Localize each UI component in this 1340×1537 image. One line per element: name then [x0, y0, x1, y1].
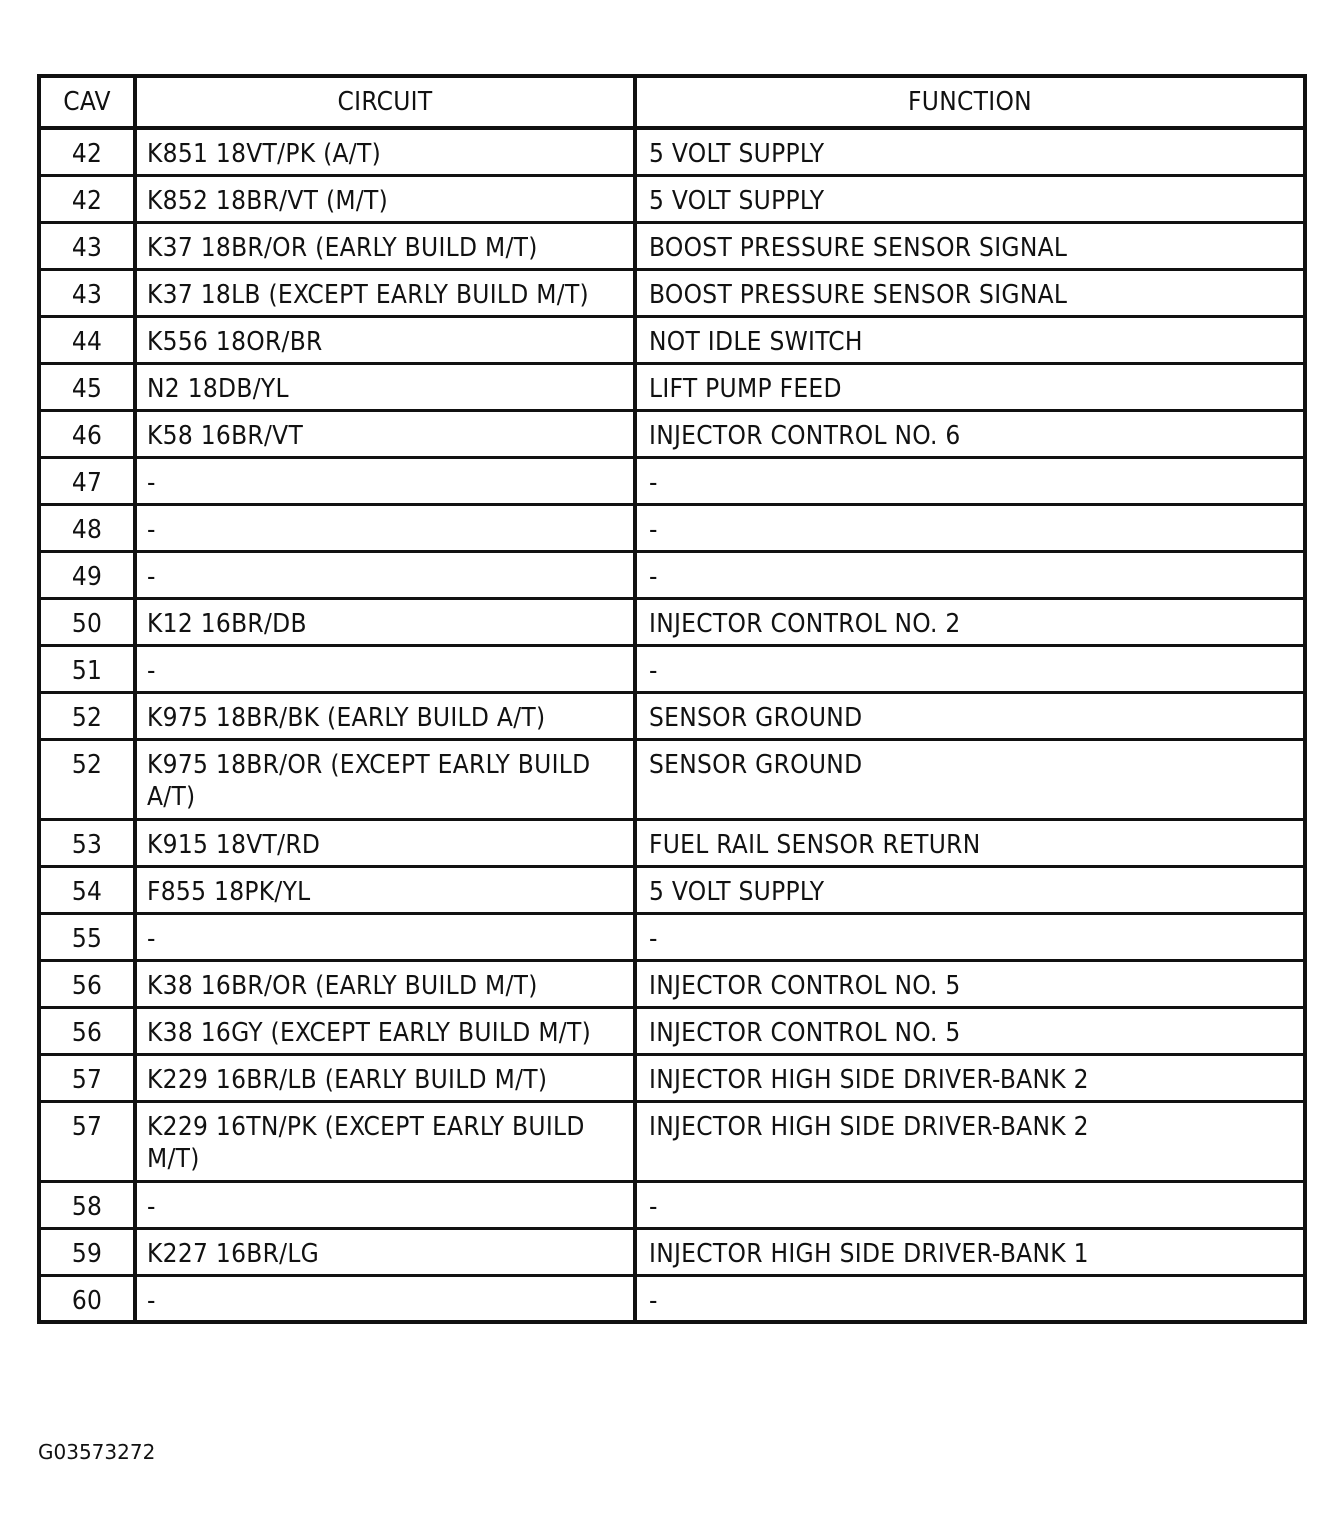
table-row: [39, 551, 1305, 598]
table-row: [39, 960, 1305, 1007]
cav-cell: 56: [39, 1007, 135, 1054]
table-row: [39, 866, 1305, 913]
cav-cell: 45: [39, 363, 135, 410]
cav-cell: 56: [39, 960, 135, 1007]
function-cell: -: [635, 1181, 1305, 1228]
function-cell: INJECTOR CONTROL NO. 5: [635, 960, 1305, 1007]
function-cell: 5 VOLT SUPPLY: [635, 175, 1305, 222]
cav-cell: 42: [39, 128, 135, 175]
function-cell: INJECTOR CONTROL NO. 5: [635, 1007, 1305, 1054]
table-row: [39, 1275, 1305, 1322]
function-cell: FUEL RAIL SENSOR RETURN: [635, 819, 1305, 866]
circuit-cell: K975 18BR/OR (EXCEPT EARLY BUILD A/T): [135, 739, 635, 819]
table-row: [39, 457, 1305, 504]
column-header-function: FUNCTION: [635, 76, 1305, 128]
column-header-cav: CAV: [39, 76, 135, 128]
cav-cell: 55: [39, 913, 135, 960]
function-cell: -: [635, 457, 1305, 504]
cav-cell: 43: [39, 269, 135, 316]
function-cell: -: [635, 551, 1305, 598]
circuit-cell: -: [135, 1275, 635, 1322]
table-row: [39, 1228, 1305, 1275]
cav-cell: 46: [39, 410, 135, 457]
circuit-cell: F855 18PK/YL: [135, 866, 635, 913]
table-row: [39, 739, 1305, 819]
circuit-cell: K229 16BR/LB (EARLY BUILD M/T): [135, 1054, 635, 1101]
cav-cell: 58: [39, 1181, 135, 1228]
figure-id: G03573272: [38, 1440, 156, 1464]
table-row: [39, 128, 1305, 175]
table-row: [39, 1101, 1305, 1181]
cav-cell: 57: [39, 1101, 135, 1181]
table-row: [39, 819, 1305, 866]
circuit-cell: -: [135, 645, 635, 692]
cav-cell: 44: [39, 316, 135, 363]
function-cell: INJECTOR CONTROL NO. 6: [635, 410, 1305, 457]
circuit-cell: K58 16BR/VT: [135, 410, 635, 457]
function-cell: BOOST PRESSURE SENSOR SIGNAL: [635, 222, 1305, 269]
cav-cell: 59: [39, 1228, 135, 1275]
function-cell: SENSOR GROUND: [635, 739, 1305, 819]
table-row: [39, 1007, 1305, 1054]
circuit-cell: -: [135, 457, 635, 504]
function-cell: BOOST PRESSURE SENSOR SIGNAL: [635, 269, 1305, 316]
circuit-cell: -: [135, 551, 635, 598]
circuit-cell: K38 16GY (EXCEPT EARLY BUILD M/T): [135, 1007, 635, 1054]
table-row: [39, 363, 1305, 410]
circuit-cell: K37 18BR/OR (EARLY BUILD M/T): [135, 222, 635, 269]
circuit-cell: K227 16BR/LG: [135, 1228, 635, 1275]
function-cell: 5 VOLT SUPPLY: [635, 128, 1305, 175]
cav-cell: 52: [39, 739, 135, 819]
table-row: [39, 410, 1305, 457]
circuit-cell: K915 18VT/RD: [135, 819, 635, 866]
function-cell: -: [635, 504, 1305, 551]
function-cell: -: [635, 1275, 1305, 1322]
table-row: [39, 692, 1305, 739]
cav-cell: 53: [39, 819, 135, 866]
table-row: [39, 222, 1305, 269]
function-cell: INJECTOR CONTROL NO. 2: [635, 598, 1305, 645]
function-cell: -: [635, 913, 1305, 960]
connector-pinout-table: [37, 74, 1307, 1324]
table-row: [39, 1181, 1305, 1228]
table-row: [39, 269, 1305, 316]
table-row: [39, 913, 1305, 960]
cav-cell: 60: [39, 1275, 135, 1322]
circuit-cell: -: [135, 1181, 635, 1228]
cav-cell: 48: [39, 504, 135, 551]
circuit-cell: K852 18BR/VT (M/T): [135, 175, 635, 222]
circuit-cell: N2 18DB/YL: [135, 363, 635, 410]
circuit-cell: K851 18VT/PK (A/T): [135, 128, 635, 175]
cav-cell: 47: [39, 457, 135, 504]
circuit-cell: K975 18BR/BK (EARLY BUILD A/T): [135, 692, 635, 739]
cav-cell: 52: [39, 692, 135, 739]
function-cell: INJECTOR HIGH SIDE DRIVER-BANK 2: [635, 1101, 1305, 1181]
table-row: [39, 1054, 1305, 1101]
table-row: [39, 175, 1305, 222]
function-cell: NOT IDLE SWITCH: [635, 316, 1305, 363]
cav-cell: 49: [39, 551, 135, 598]
function-cell: 5 VOLT SUPPLY: [635, 866, 1305, 913]
circuit-cell: K556 18OR/BR: [135, 316, 635, 363]
function-cell: INJECTOR HIGH SIDE DRIVER-BANK 1: [635, 1228, 1305, 1275]
function-cell: -: [635, 645, 1305, 692]
header-row: [39, 76, 1305, 128]
cav-cell: 50: [39, 598, 135, 645]
circuit-cell: K37 18LB (EXCEPT EARLY BUILD M/T): [135, 269, 635, 316]
cav-cell: 57: [39, 1054, 135, 1101]
cav-cell: 51: [39, 645, 135, 692]
table-row: [39, 598, 1305, 645]
circuit-cell: K38 16BR/OR (EARLY BUILD M/T): [135, 960, 635, 1007]
cav-cell: 42: [39, 175, 135, 222]
circuit-cell: K12 16BR/DB: [135, 598, 635, 645]
function-cell: INJECTOR HIGH SIDE DRIVER-BANK 2: [635, 1054, 1305, 1101]
function-cell: SENSOR GROUND: [635, 692, 1305, 739]
circuit-cell: -: [135, 913, 635, 960]
table-row: [39, 504, 1305, 551]
table-row: [39, 316, 1305, 363]
circuit-cell: -: [135, 504, 635, 551]
cav-cell: 43: [39, 222, 135, 269]
function-cell: LIFT PUMP FEED: [635, 363, 1305, 410]
column-header-circuit: CIRCUIT: [135, 76, 635, 128]
cav-cell: 54: [39, 866, 135, 913]
table-row: [39, 645, 1305, 692]
circuit-cell: K229 16TN/PK (EXCEPT EARLY BUILD M/T): [135, 1101, 635, 1181]
